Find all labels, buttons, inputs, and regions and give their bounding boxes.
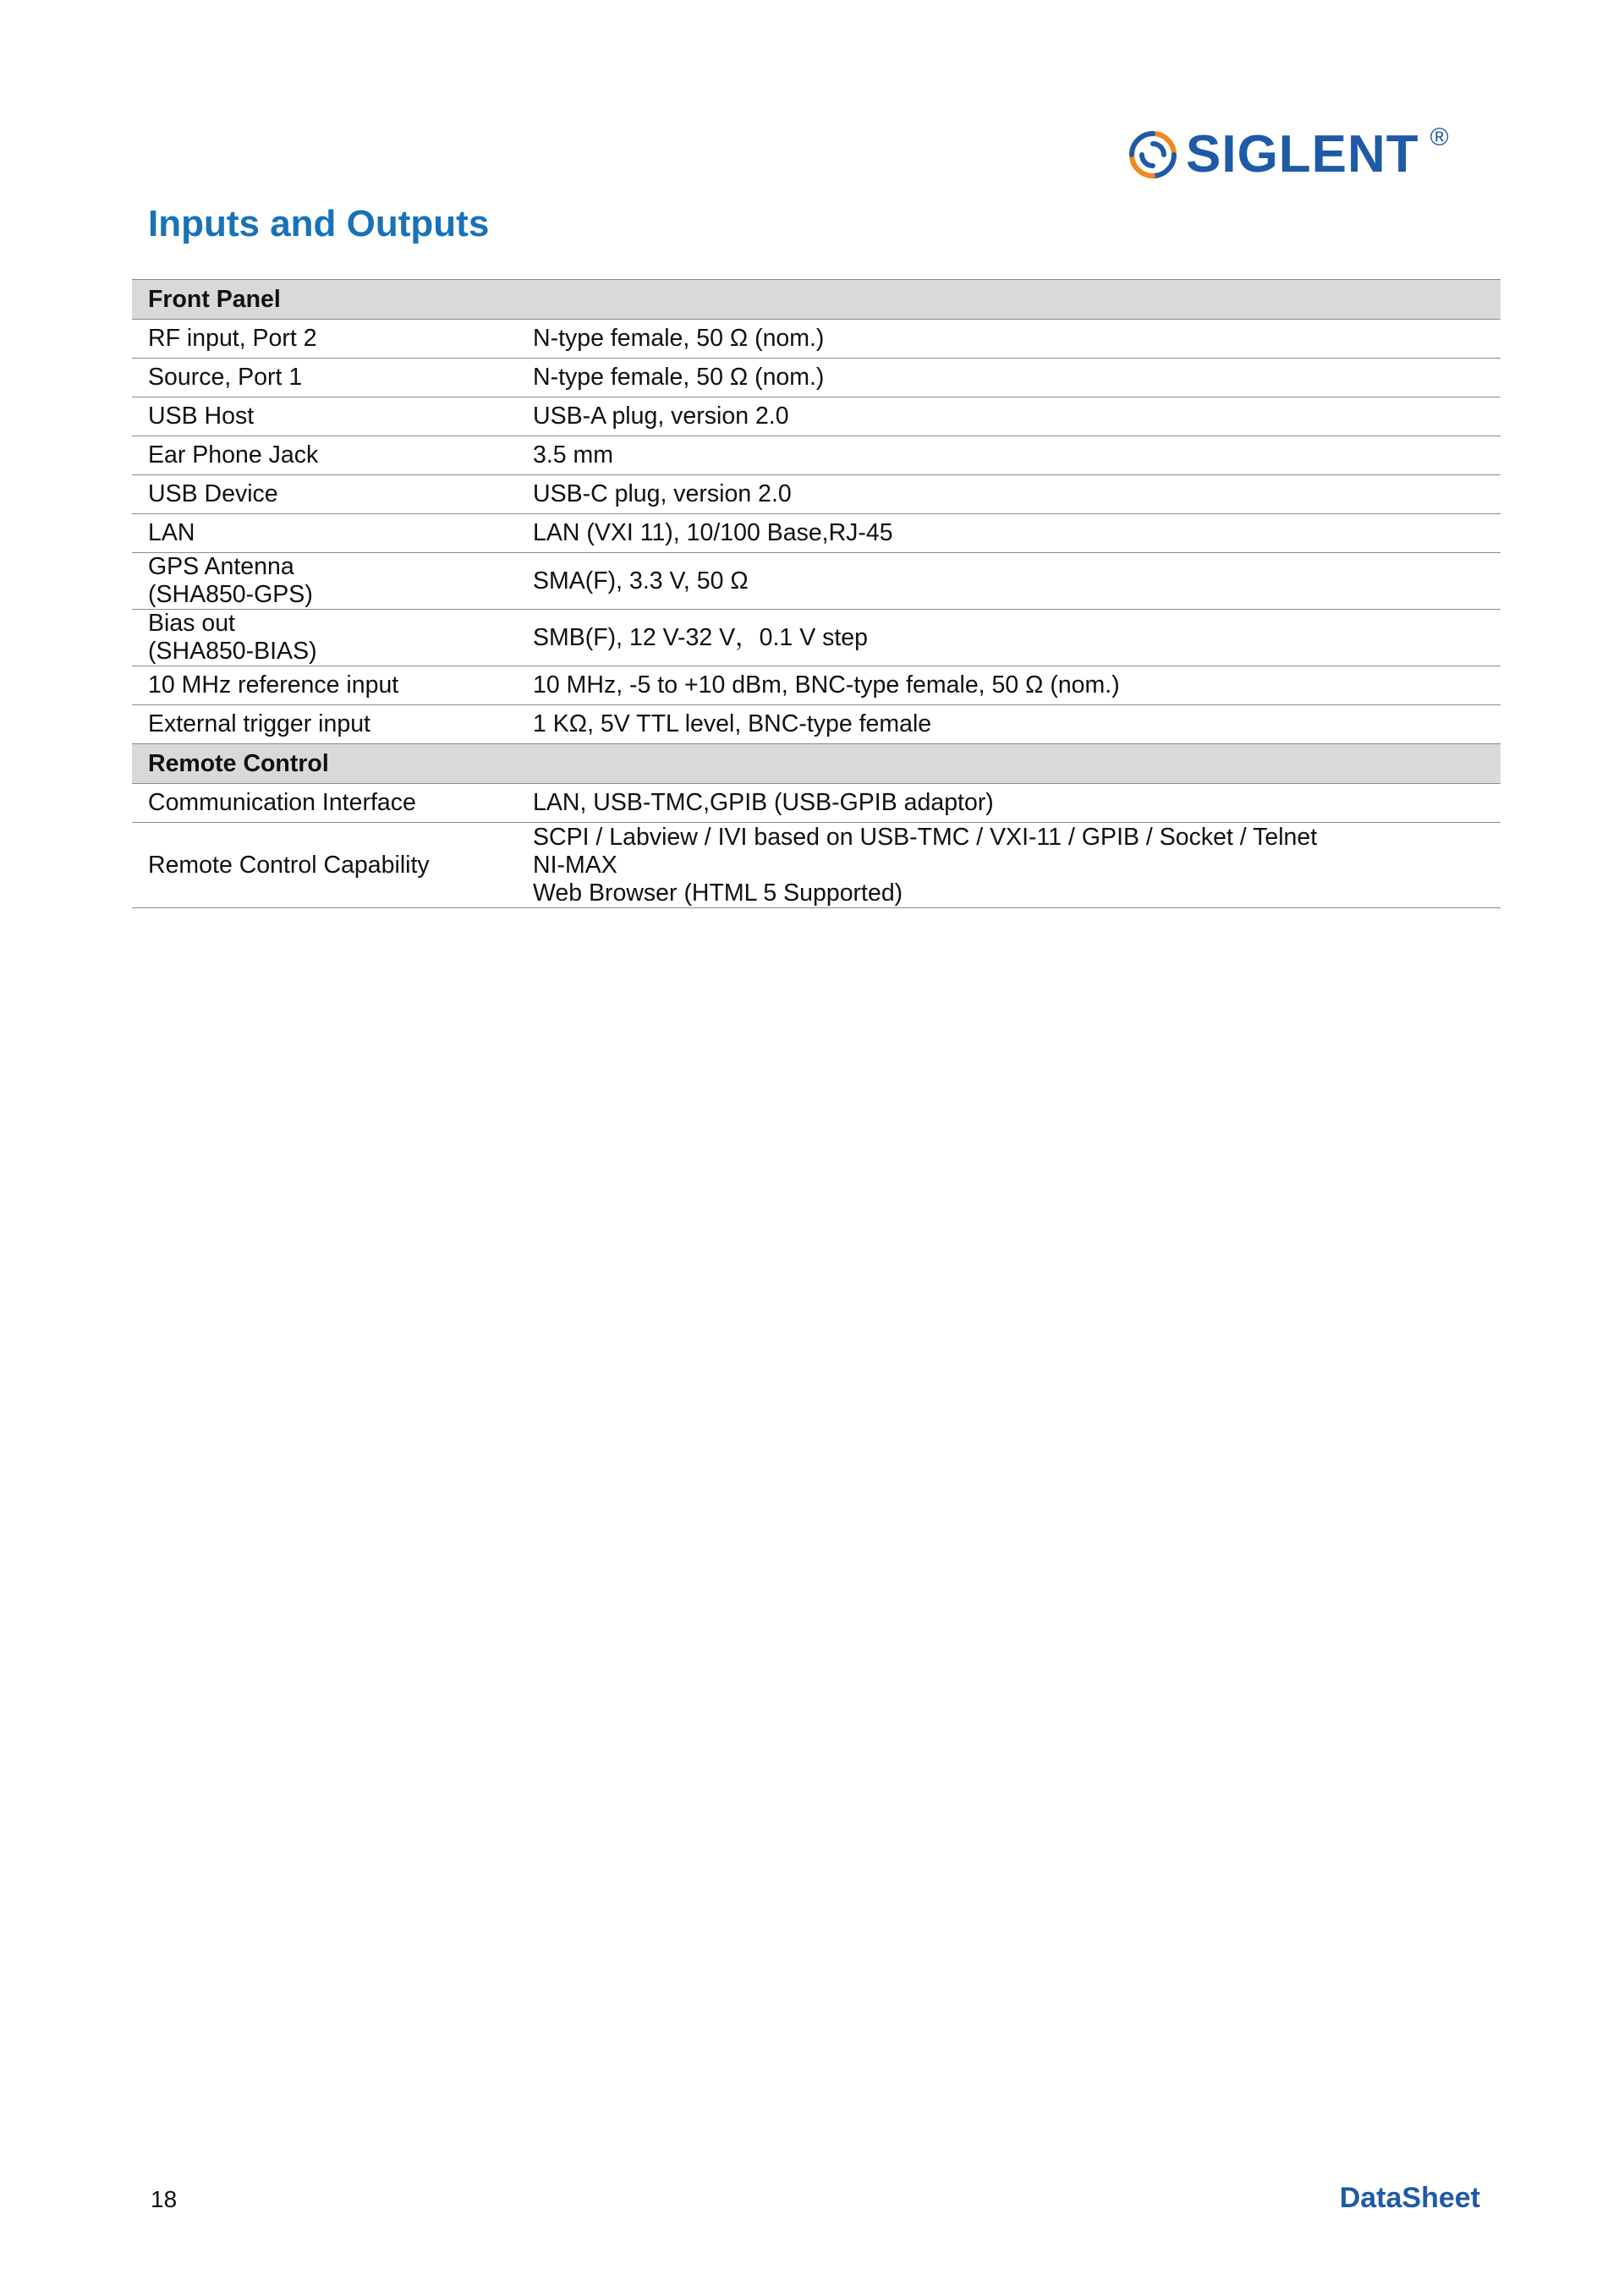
spec-key: RF input, Port 2: [132, 320, 517, 359]
spec-key: [132, 610, 517, 666]
section-title: Remote Control: [132, 744, 1501, 784]
table-row: [132, 475, 1501, 514]
spec-key: Ear Phone Jack: [132, 436, 517, 475]
spec-value-line: LAN (VXI 11), 10/100 Base,RJ-45: [533, 519, 893, 546]
spec-value-line: SMA(F), 3.3 V, 50 Ω: [533, 567, 749, 595]
spec-key: LAN: [132, 514, 517, 553]
spec-value: [517, 397, 1501, 436]
spec-key: External trigger input: [132, 705, 517, 744]
table-row: [132, 784, 1501, 823]
section-header-row: [132, 280, 1501, 320]
section-header-row: [132, 744, 1501, 784]
table-row: [132, 705, 1501, 744]
spec-key: 10 MHz reference input: [132, 666, 517, 705]
siglent-swirl-icon: [1125, 127, 1181, 183]
table-row: [132, 553, 1501, 610]
table-row: [132, 436, 1501, 475]
spec-value: [517, 436, 1501, 475]
spec-value: [517, 553, 1501, 610]
table-row: [132, 320, 1501, 359]
spec-value-line: NI-MAX: [533, 851, 617, 879]
spec-value-line: SMB(F), 12 V-32 V，0.1 V step: [533, 623, 868, 651]
footer-brand: DataSheet: [1339, 2182, 1480, 2214]
spec-value-line: N-type female, 50 Ω (nom.): [533, 364, 825, 391]
spec-value-line: SCPI / Labview / IVI based on USB-TMC / VXI-11 / GPIB / Socket / Telnet: [533, 823, 1318, 851]
spec-key: [132, 553, 517, 610]
table-row: [132, 610, 1501, 666]
spec-value-line: 3.5 mm: [533, 441, 614, 469]
page-number: 18: [151, 2186, 178, 2212]
spec-value: [517, 784, 1501, 823]
siglent-logo: [1125, 120, 1472, 189]
spec-key: Remote Control Capability: [132, 823, 517, 908]
section-title: Front Panel: [132, 280, 1501, 320]
spec-value-line: Web Browser (HTML 5 Supported): [533, 879, 903, 907]
spec-key: USB Device: [132, 475, 517, 514]
spec-key: Communication Interface: [132, 784, 517, 823]
logo-wordmark: [1186, 123, 1450, 184]
spec-key-line: (SHA850-BIAS): [148, 638, 317, 665]
spec-value-line: USB-C plug, version 2.0: [533, 480, 792, 507]
spec-key-line: GPS Antenna: [148, 553, 294, 580]
spec-value-line: LAN, USB-TMC,GPIB (USB-GPIB adaptor): [533, 789, 994, 816]
table-row: [132, 359, 1501, 397]
spec-value-line: N-type female, 50 Ω (nom.): [533, 325, 825, 352]
spec-value-line: 1 KΩ, 5V TTL level, BNC-type female: [533, 710, 932, 737]
spec-value: [517, 475, 1501, 514]
spec-value: [517, 610, 1501, 666]
spec-table: [132, 279, 1501, 908]
table-row: [132, 666, 1501, 705]
table-row: [132, 397, 1501, 436]
spec-value: [517, 320, 1501, 359]
spec-value: [517, 359, 1501, 397]
spec-key-line: (SHA850-GPS): [148, 581, 313, 608]
spec-key: USB Host: [132, 397, 517, 436]
spec-value: [517, 666, 1501, 705]
logo-text: SIGLENT: [1186, 125, 1419, 184]
table-row: [132, 514, 1501, 553]
spec-key: Source, Port 1: [132, 359, 517, 397]
spec-value-line: 10 MHz, -5 to +10 dBm, BNC-type female, 50 Ω (nom.): [533, 671, 1120, 699]
registered-mark: ®: [1429, 123, 1450, 151]
spec-key-line: Bias out: [148, 610, 235, 637]
spec-value: [517, 514, 1501, 553]
spec-value: [517, 705, 1501, 744]
table-row: [132, 823, 1501, 908]
spec-value: [517, 823, 1501, 908]
spec-value-line: USB-A plug, version 2.0: [533, 403, 789, 430]
spec-table-body: [132, 280, 1501, 908]
page-title: Inputs and Outputs: [148, 203, 490, 244]
